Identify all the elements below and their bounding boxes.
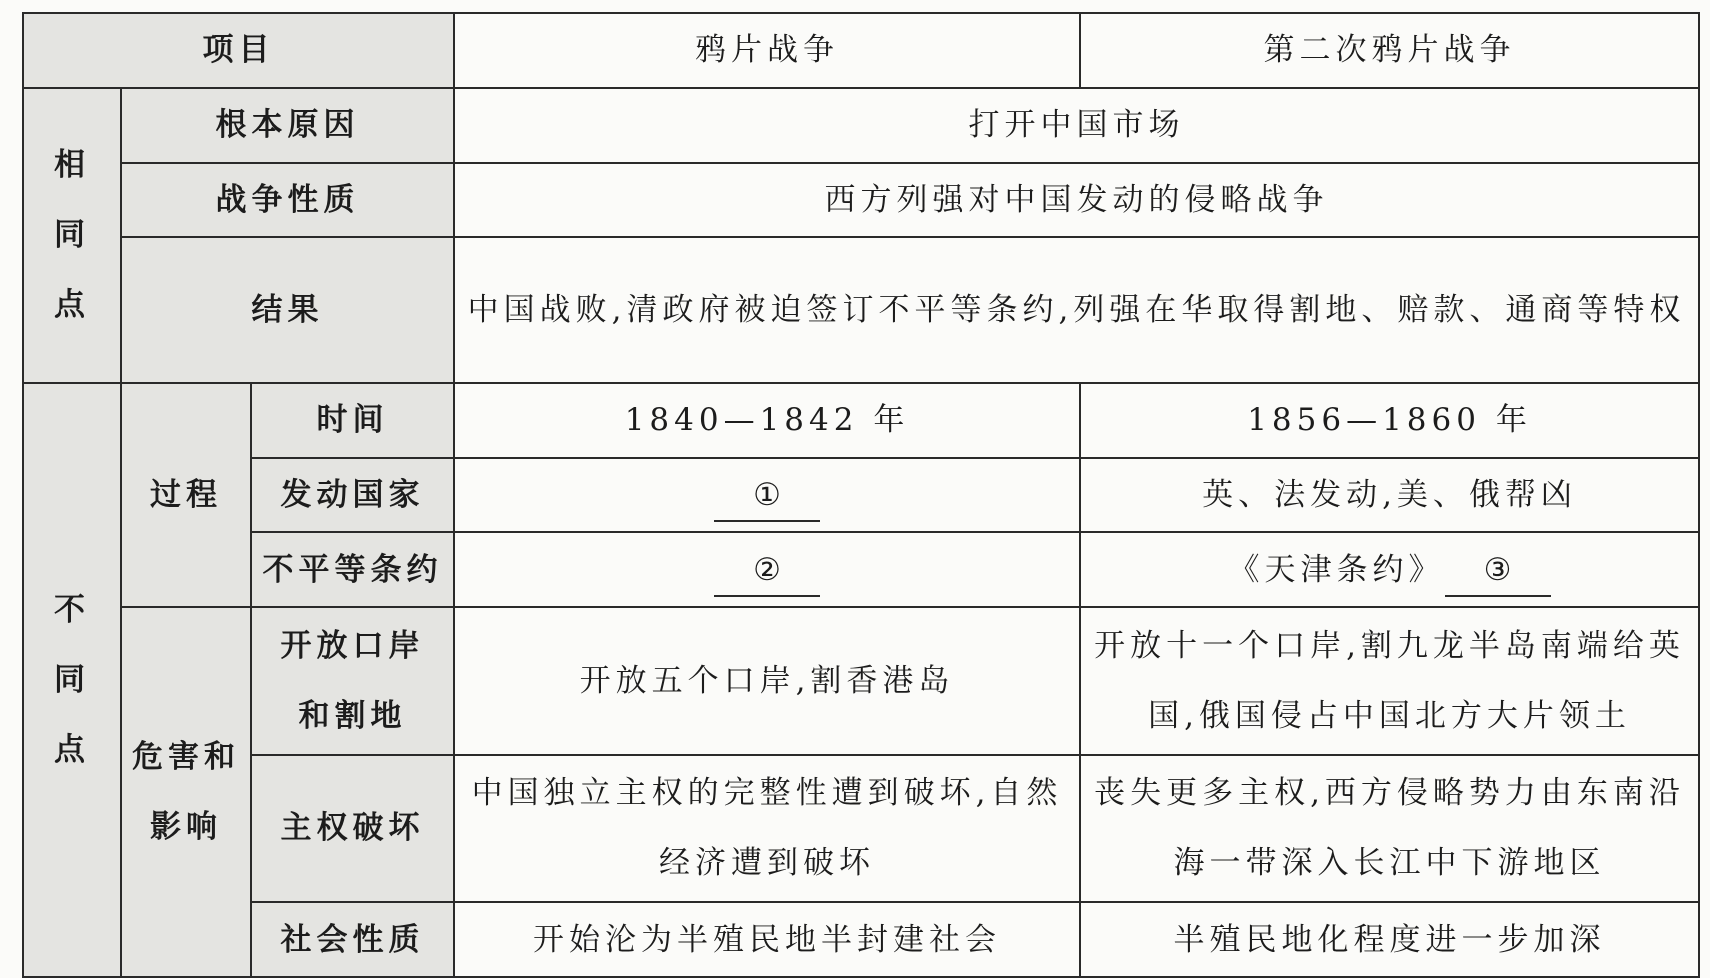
countries-col1 (454, 458, 1080, 533)
ports-label-line: 开放口岸 (280, 627, 425, 664)
same-label-char: 点 (54, 287, 90, 324)
diff-label-char: 点 (54, 731, 90, 768)
society-label: 社会性质 (251, 902, 454, 977)
ports-col1: 开放五个口岸,割香港岛 (454, 607, 1080, 755)
header-col1: 鸦片战争 (454, 13, 1080, 88)
sovereignty-label: 主权破坏 (251, 755, 454, 903)
diff-points-label (23, 383, 121, 977)
header-item: 项目 (23, 13, 454, 88)
diff-label-char: 不 (54, 591, 90, 628)
root-cause-label: 根本原因 (121, 88, 454, 163)
row-sovereignty (23, 755, 1699, 903)
row-treaty (23, 532, 1699, 607)
nature-label: 战争性质 (121, 163, 454, 238)
blank-1[interactable]: ① (714, 470, 820, 522)
impact-label (121, 607, 251, 977)
row-nature (23, 163, 1699, 238)
ports-label (251, 607, 454, 755)
countries-col2: 英、法发动,美、俄帮凶 (1080, 458, 1699, 533)
treaty-col2-text: 《天津条约》 (1228, 551, 1445, 588)
impact-label-line: 影响 (150, 809, 222, 846)
blank-3[interactable]: ③ (1445, 545, 1551, 597)
countries-label: 发动国家 (251, 458, 454, 533)
ports-label-line: 和割地 (298, 697, 407, 734)
time-col2: 1856—1860 年 (1080, 383, 1699, 458)
blank-2[interactable]: ② (714, 545, 820, 597)
society-col1: 开始沦为半殖民地半封建社会 (454, 902, 1080, 977)
row-time (23, 383, 1699, 458)
opium-war-comparison-table (22, 12, 1700, 978)
time-col1: 1840—1842 年 (454, 383, 1080, 458)
nature-value: 西方列强对中国发动的侵略战争 (454, 163, 1699, 238)
impact-label-line: 危害和 (132, 739, 240, 776)
treaty-col1 (454, 532, 1080, 607)
time-label: 时间 (251, 383, 454, 458)
same-label-char: 同 (54, 217, 90, 254)
row-society (23, 902, 1699, 977)
same-points-label (23, 88, 121, 383)
result-value: 中国战败,清政府被迫签订不平等条约,列强在华取得割地、赔款、通商等特权 (454, 237, 1699, 382)
row-countries (23, 458, 1699, 533)
header-col2: 第二次鸦片战争 (1080, 13, 1699, 88)
result-label: 结果 (121, 237, 454, 382)
society-col2: 半殖民地化程度进一步加深 (1080, 902, 1699, 977)
row-root-cause (23, 88, 1699, 163)
diff-label-char: 同 (54, 661, 90, 698)
root-cause-value: 打开中国市场 (454, 88, 1699, 163)
treaty-label: 不平等条约 (251, 532, 454, 607)
ports-col2: 开放十一个口岸,割九龙半岛南端给英国,俄国侵占中国北方大片领土 (1080, 607, 1699, 755)
row-result (23, 237, 1699, 382)
sovereignty-col2: 丧失更多主权,西方侵略势力由东南沿海一带深入长江中下游地区 (1080, 755, 1699, 903)
sovereignty-col1: 中国独立主权的完整性遭到破坏,自然经济遭到破坏 (454, 755, 1080, 903)
same-label-char: 相 (54, 147, 90, 184)
process-label: 过程 (121, 383, 251, 607)
header-row (23, 13, 1699, 88)
row-ports (23, 607, 1699, 755)
treaty-col2 (1080, 532, 1699, 607)
